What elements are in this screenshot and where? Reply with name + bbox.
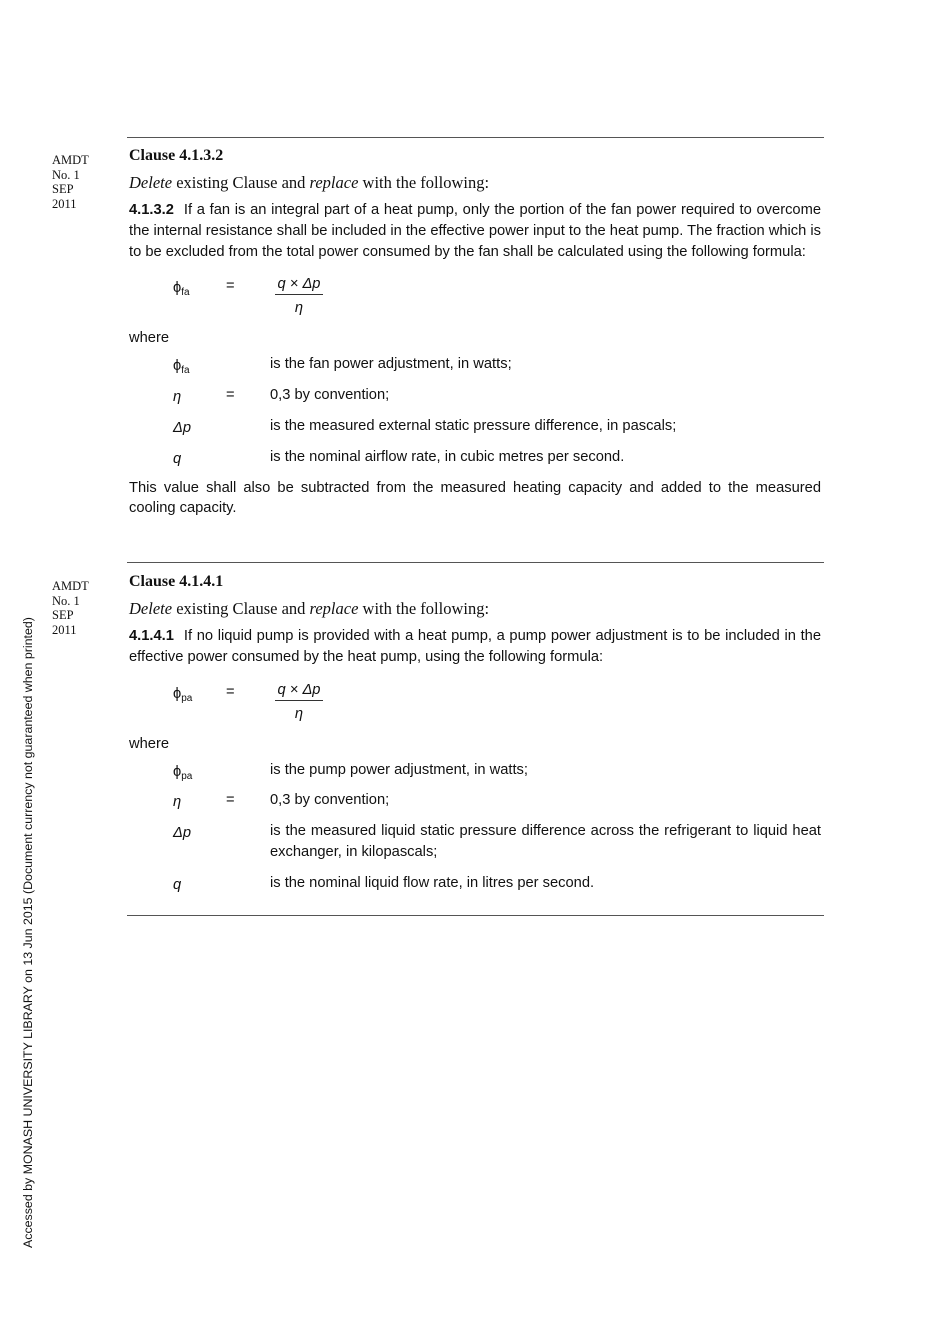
definition-item <box>129 447 821 468</box>
definition-symbol: q <box>173 876 182 893</box>
formula-equals: = <box>226 683 235 700</box>
amendment-instruction: Delete existing Clause and replace with the following: <box>129 599 490 618</box>
definition-symbol: $\phi_{pa}$ <box>173 763 193 782</box>
amendment-number: No. 1 <box>52 593 80 608</box>
definition-item <box>129 821 821 863</box>
definition-text: is the nominal airflow rate, in cubic metres per second. <box>270 448 625 465</box>
definition-item <box>129 416 821 437</box>
where-label: where <box>129 330 170 347</box>
amendment-month: SEP <box>52 608 74 622</box>
definition-symbol: Δp <box>173 825 192 842</box>
formula <box>129 268 821 326</box>
amendment-note-1 <box>52 153 112 211</box>
formula-symbol: $\phi_{fa}$ <box>173 280 190 299</box>
definition-equals: = <box>226 792 235 809</box>
middle-divider <box>127 562 824 563</box>
definition-item <box>129 385 821 406</box>
clause-body <box>129 626 821 668</box>
clause-text: If no liquid pump is provided with a heat pump, a pump power adjustment is to be included in the effective power consumed by the heat pump, using the following formula: <box>129 628 821 665</box>
definition-item <box>129 873 821 894</box>
clause-number: 4.1.3.2 <box>129 202 174 218</box>
clause-number: 4.1.4.1 <box>129 628 174 644</box>
formula-symbol: $\phi_{pa}$ <box>173 685 193 704</box>
definition-text: 0,3 by convention; <box>270 792 390 809</box>
amendment-year: 2011 <box>52 196 77 211</box>
clause-text: If a fan is an integral part of a heat pump, only the portion of the fan power required to overcome the internal resistance shall be included in the effective power input to the heat pump. The fraction which is to be excluded from the total power consumed by the fan shall be calculated using the following formula: <box>129 202 821 260</box>
definition-symbol: q <box>173 450 182 467</box>
replace-word: replace <box>309 599 359 618</box>
definition-text: 0,3 by convention; <box>270 387 390 404</box>
top-divider <box>127 137 824 138</box>
formula-numerator: q × Δp <box>275 276 323 295</box>
clause-heading: Clause 4.1.3.2 <box>129 147 224 164</box>
formula-denominator: η <box>294 300 304 317</box>
definition-text: is the measured liquid static pressure difference across the refrigerant to liquid heat exchanger, in kilopascals; <box>270 823 821 860</box>
formula-numerator: q × Δp <box>275 682 323 701</box>
definition-symbol: Δp <box>173 419 192 436</box>
definition-symbol: $\phi_{fa}$ <box>173 358 190 377</box>
bottom-divider <box>127 915 824 916</box>
definition-equals: = <box>226 387 235 404</box>
amendment-month: SEP <box>52 182 74 196</box>
replace-word: replace <box>309 173 359 192</box>
definition-item <box>129 790 821 811</box>
delete-word: Delete <box>129 173 173 192</box>
delete-word: Delete <box>129 599 173 618</box>
definition-item <box>129 760 821 781</box>
clause-section-4-1-4-1 <box>129 572 821 904</box>
definition-symbol: η <box>173 389 182 406</box>
clause-body <box>129 200 821 262</box>
definition-text: is the nominal liquid flow rate, in litres per second. <box>270 874 595 891</box>
amendment-number: No. 1 <box>52 167 80 182</box>
amendment-label: AMDT <box>52 153 89 167</box>
formula-denominator: η <box>294 705 304 722</box>
formula-equals: = <box>226 278 235 295</box>
clause-heading: Clause 4.1.4.1 <box>129 573 224 590</box>
amendment-year: 2011 <box>52 622 77 637</box>
access-watermark: Accessed by MONASH UNIVERSITY LIBRARY on 13 Jun 2015 (Document currency not guaranteed when printed) <box>21 617 35 1248</box>
definition-item <box>129 354 821 375</box>
definition-text: is the measured external static pressure difference, in pascals; <box>270 417 677 434</box>
definition-symbol: η <box>173 794 182 811</box>
definition-list <box>129 354 821 467</box>
amendment-label: AMDT <box>52 579 89 593</box>
amendment-instruction: Delete existing Clause and replace with the following: <box>129 173 490 192</box>
amendment-note-2 <box>52 579 112 637</box>
where-label: where <box>129 735 170 752</box>
definition-list <box>129 760 821 894</box>
definition-text: is the pump power adjustment, in watts; <box>270 761 528 778</box>
closing-paragraph: This value shall also be subtracted from the measured heating capacity and added to the measured cooling capacity. <box>129 479 821 517</box>
formula <box>129 674 821 732</box>
definition-text: is the fan power adjustment, in watts; <box>270 356 512 373</box>
clause-section-4-1-3-2 <box>129 146 821 519</box>
